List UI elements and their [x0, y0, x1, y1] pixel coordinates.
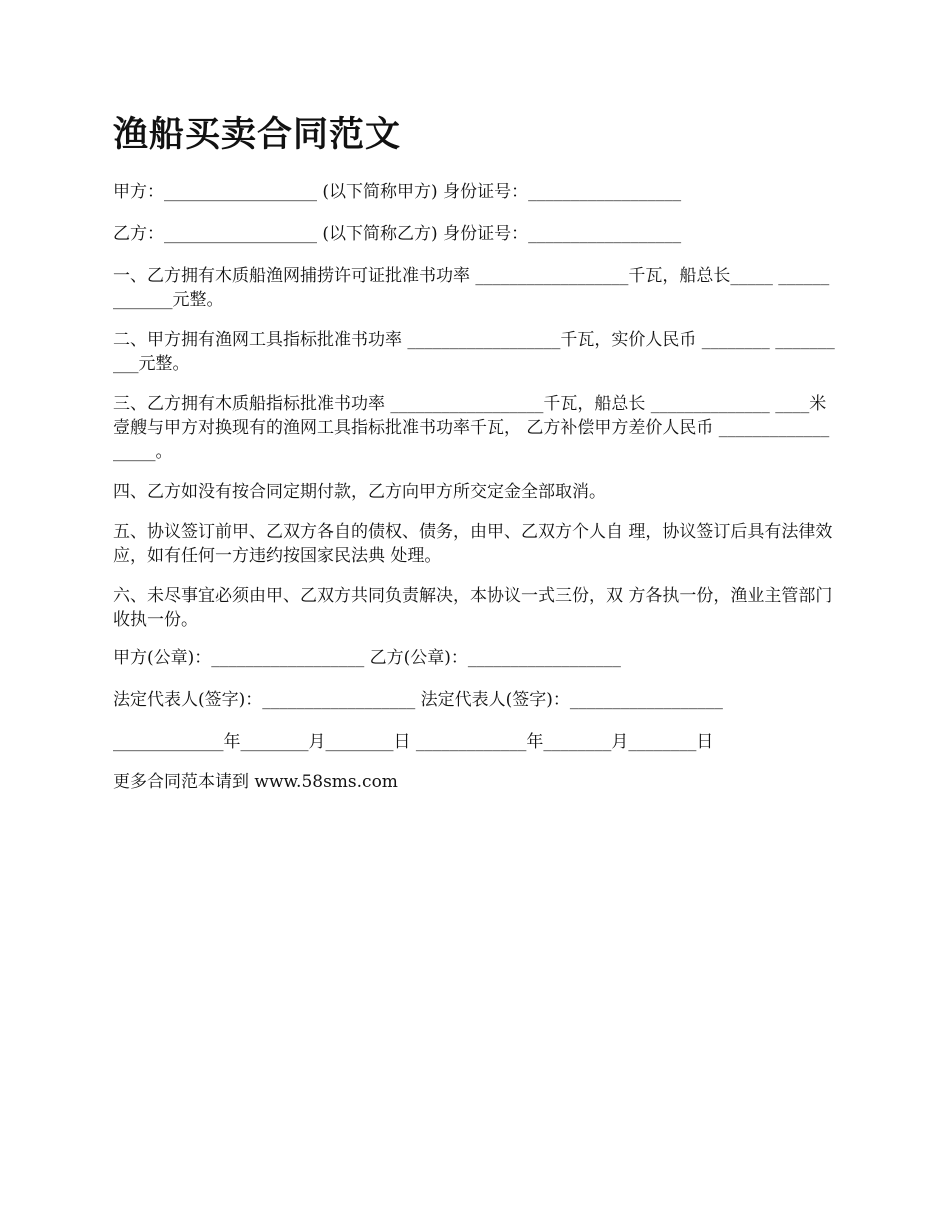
seal-line: 甲方(公章)：__________________ 乙方(公章)：__________________ [113, 648, 621, 668]
clause-6: 六、未尽事宜必须由甲、乙双方共同负责解决，本协议一式三份，双 方各执一份，渔业主管部门收执一份。 [113, 586, 833, 630]
clause-2: 二、甲方拥有渔网工具指标批准书功率 __________________千瓦，实价人民币 ________ __________元整。 [113, 330, 835, 374]
clause-4: 四、乙方如没有按合同定期付款，乙方向甲方所交定金全部取消。 [113, 482, 606, 502]
representative-signature-line: 法定代表人(签字)：__________________ 法定代表人(签字)：__________________ [113, 690, 723, 710]
more-templates-footer: 更多合同范本请到 www.58sms.com [113, 772, 398, 792]
clause-3: 三、乙方拥有木质船指标批准书功率 __________________千瓦，船总长 ______________ ____米 壹艘与甲方对换现有的渔网工具指标批准书功率千瓦， 乙方补偿甲方差价人民币 __________________。 [113, 394, 830, 462]
date-line: _____________年________月________日 _____________年________月________日 [113, 732, 714, 752]
party-b-line: 乙方：__________________ (以下简称乙方) 身份证号：__________________ [113, 224, 682, 244]
clause-1: 一、乙方拥有木质船渔网捕捞许可证批准书功率 __________________千瓦，船总长_____ _____________元整。 [113, 266, 830, 310]
document-title: 渔船买卖合同范文 [113, 115, 402, 155]
party-a-line: 甲方：__________________ (以下简称甲方) 身份证号：__________________ [113, 182, 682, 202]
clause-5: 五、协议签订前甲、乙双方各自的债权、债务，由甲、乙双方个人自 理，协议签订后具有法律效应，如有任何一方违约按国家民法典 处理。 [113, 522, 833, 566]
